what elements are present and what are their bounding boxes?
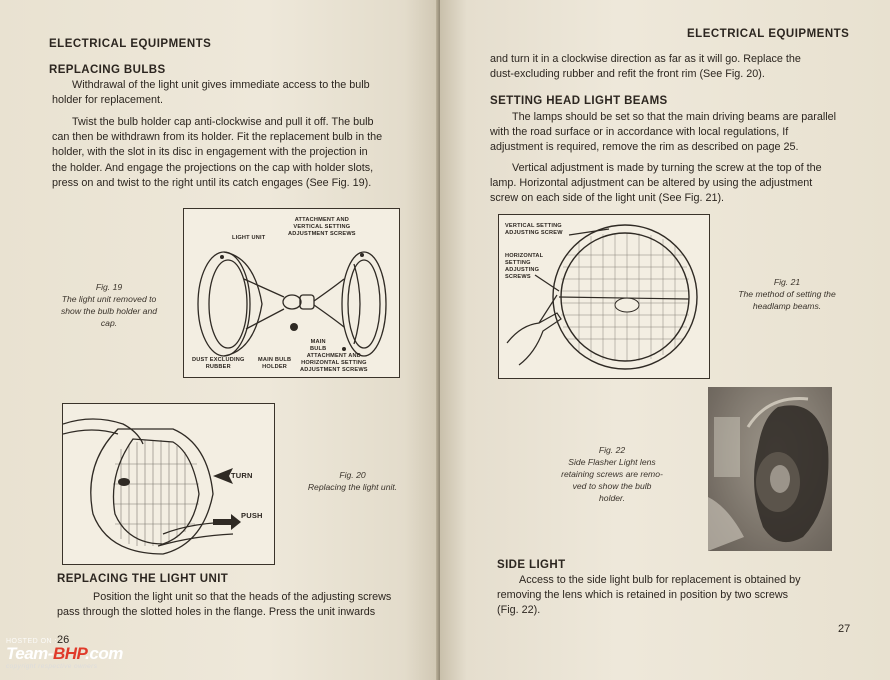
caption-line: Replacing the light unit.	[307, 482, 398, 492]
fig21-illustration	[498, 214, 710, 379]
fig22-photo	[708, 387, 832, 551]
label-push: PUSH	[241, 511, 263, 520]
copyright-label: copyright respective owners	[6, 663, 98, 670]
label-line: ATTACHMENT AND	[306, 353, 361, 359]
text-line: The lamps should be set so that the main driving beams are parallel	[512, 111, 837, 123]
label-line: VERTICAL SETTING	[505, 223, 562, 229]
setting-beams-para2	[490, 161, 844, 207]
label-line: ADJUSTING	[505, 267, 540, 273]
caption-line: Fig. 21	[773, 277, 801, 287]
left-page-number: 26	[57, 634, 70, 646]
text-line: can then be withdrawn from its holder. Fit the replacement bulb in the	[52, 131, 383, 144]
side-flasher-photo	[708, 387, 832, 551]
text-line: Vertical adjustment is made by turning the screw at the top of the	[512, 162, 822, 174]
caption-line: The method of setting the	[738, 289, 836, 299]
replacing-light-unit-heading: REPLACING THE LIGHT UNIT	[57, 573, 229, 585]
label-light-unit: LIGHT UNIT	[232, 235, 266, 241]
label-dust-rubber	[192, 357, 245, 371]
label-line: SETTING	[505, 260, 531, 266]
label-line: ADJUSTMENT SCREWS	[300, 367, 368, 373]
text-line: Withdrawal of the light unit gives immediate access to the bulb	[72, 79, 370, 91]
text-line: holder for replacement.	[52, 94, 164, 107]
label-line: DUST EXCLUDING	[192, 357, 245, 363]
fig22-caption	[552, 444, 672, 504]
label-line: ATTACHMENT AND	[294, 217, 349, 223]
text-line: the holder. And engage the projections on the cap with holder slots,	[52, 161, 374, 174]
fig19-caption	[46, 281, 172, 329]
text-line: Twist the bulb holder cap anti-clockwise and pull it off. The bulb	[72, 116, 374, 128]
label-line: ADJUSTING SCREW	[505, 230, 563, 236]
replacing-light-unit-body	[57, 590, 409, 620]
label-line: SCREWS	[505, 274, 531, 280]
label-line: MAIN	[310, 339, 326, 345]
text-line: pass through the slotted holes in the flange. Press the unit inwards	[57, 606, 376, 619]
beam-adjustment-drawing	[499, 215, 710, 379]
side-light-heading: SIDE LIGHT	[497, 559, 566, 571]
right-page-number: 27	[838, 623, 851, 635]
label-main-bulb	[310, 339, 326, 353]
fig20-caption	[295, 469, 410, 493]
continuation-text	[490, 52, 844, 82]
caption-line: cap.	[100, 318, 118, 328]
text-line: (Fig. 22).	[497, 604, 541, 617]
right-page	[440, 0, 890, 680]
caption-line: Fig. 22	[598, 445, 626, 455]
label-vertical-screw	[505, 223, 563, 237]
label-attachment-top	[288, 217, 356, 238]
label-line: BULB	[310, 346, 327, 352]
label-attachment-bottom	[300, 353, 368, 374]
text-line: Access to the side light bulb for replacement is obtained by	[519, 574, 801, 586]
caption-line: holder.	[599, 493, 625, 503]
replacing-bulbs-body	[52, 115, 407, 191]
fig20-illustration	[62, 403, 275, 565]
text-line: press on and twist to the right until its catch engages (See Fig. 19).	[52, 176, 372, 189]
brand-part: BHP	[52, 644, 86, 663]
label-line: VERTICAL SETTING	[293, 224, 351, 230]
left-page	[0, 0, 440, 680]
side-light-body	[497, 573, 850, 619]
replacing-bulbs-heading: REPLACING BULBS	[49, 64, 166, 76]
fig19-illustration	[183, 208, 400, 378]
label-line: ADJUSTMENT SCREWS	[288, 231, 356, 237]
text-line: with the road surface or in accordance with local regulations, If	[490, 126, 789, 139]
text-line: screw on each side of the light unit (See Fig. 21).	[490, 192, 725, 205]
caption-line: The light unit removed to	[61, 294, 157, 304]
caption-line: Fig. 19	[95, 282, 123, 292]
caption-line: Side Flasher Light lens	[568, 457, 656, 467]
headlamp-fitting-drawing	[63, 404, 275, 565]
fig21-caption	[726, 276, 848, 312]
text-line: removing the lens which is retained in position by two screws	[497, 589, 789, 602]
left-running-header: ELECTRICAL EQUIPMENTS	[49, 38, 212, 50]
label-line: RUBBER	[205, 364, 231, 370]
setting-beams-heading: SETTING HEAD LIGHT BEAMS	[490, 95, 668, 107]
text-line: adjustment is required, remove the rim as described on page 25.	[490, 141, 799, 154]
label-horizontal-screws	[505, 253, 543, 281]
team-bhp-watermark	[6, 638, 123, 670]
caption-line: show the bulb holder and	[60, 306, 158, 316]
label-line: HOLDER	[262, 364, 287, 370]
setting-beams-para1	[490, 110, 844, 156]
text-line: holder, with the slot in its disc in engagement with the projection in	[52, 146, 368, 159]
label-turn: TURN	[231, 471, 253, 480]
text-line: Position the light unit so that the heads of the adjusting screws	[93, 591, 392, 603]
brand-part: .com	[85, 644, 123, 663]
label-line: HORIZONTAL	[505, 253, 544, 259]
caption-line: Fig. 20	[339, 470, 366, 480]
label-line: MAIN BULB	[258, 357, 292, 363]
replacing-bulbs-intro	[52, 78, 407, 108]
hosted-on-label: HOSTED ON :	[6, 638, 58, 645]
label-line: HORIZONTAL SETTING	[301, 360, 367, 366]
text-line: and turn it in a clockwise direction as far as it will go. Replace the	[490, 53, 801, 65]
caption-line: ved to show the bulb	[572, 481, 652, 491]
text-line: dust-excluding rubber and refit the front rim (See Fig. 20).	[490, 68, 765, 81]
team-bhp-logo	[6, 645, 123, 663]
text-line: lamp. Horizontal adjustment can be altered by using the adjustment	[490, 177, 813, 190]
right-running-header: ELECTRICAL EQUIPMENTS	[687, 28, 850, 40]
brand-part: Team-	[6, 644, 53, 663]
caption-line: headlamp beams.	[752, 301, 822, 311]
caption-line: retaining screws are remo-	[561, 469, 663, 479]
label-bulb-holder	[258, 357, 291, 371]
